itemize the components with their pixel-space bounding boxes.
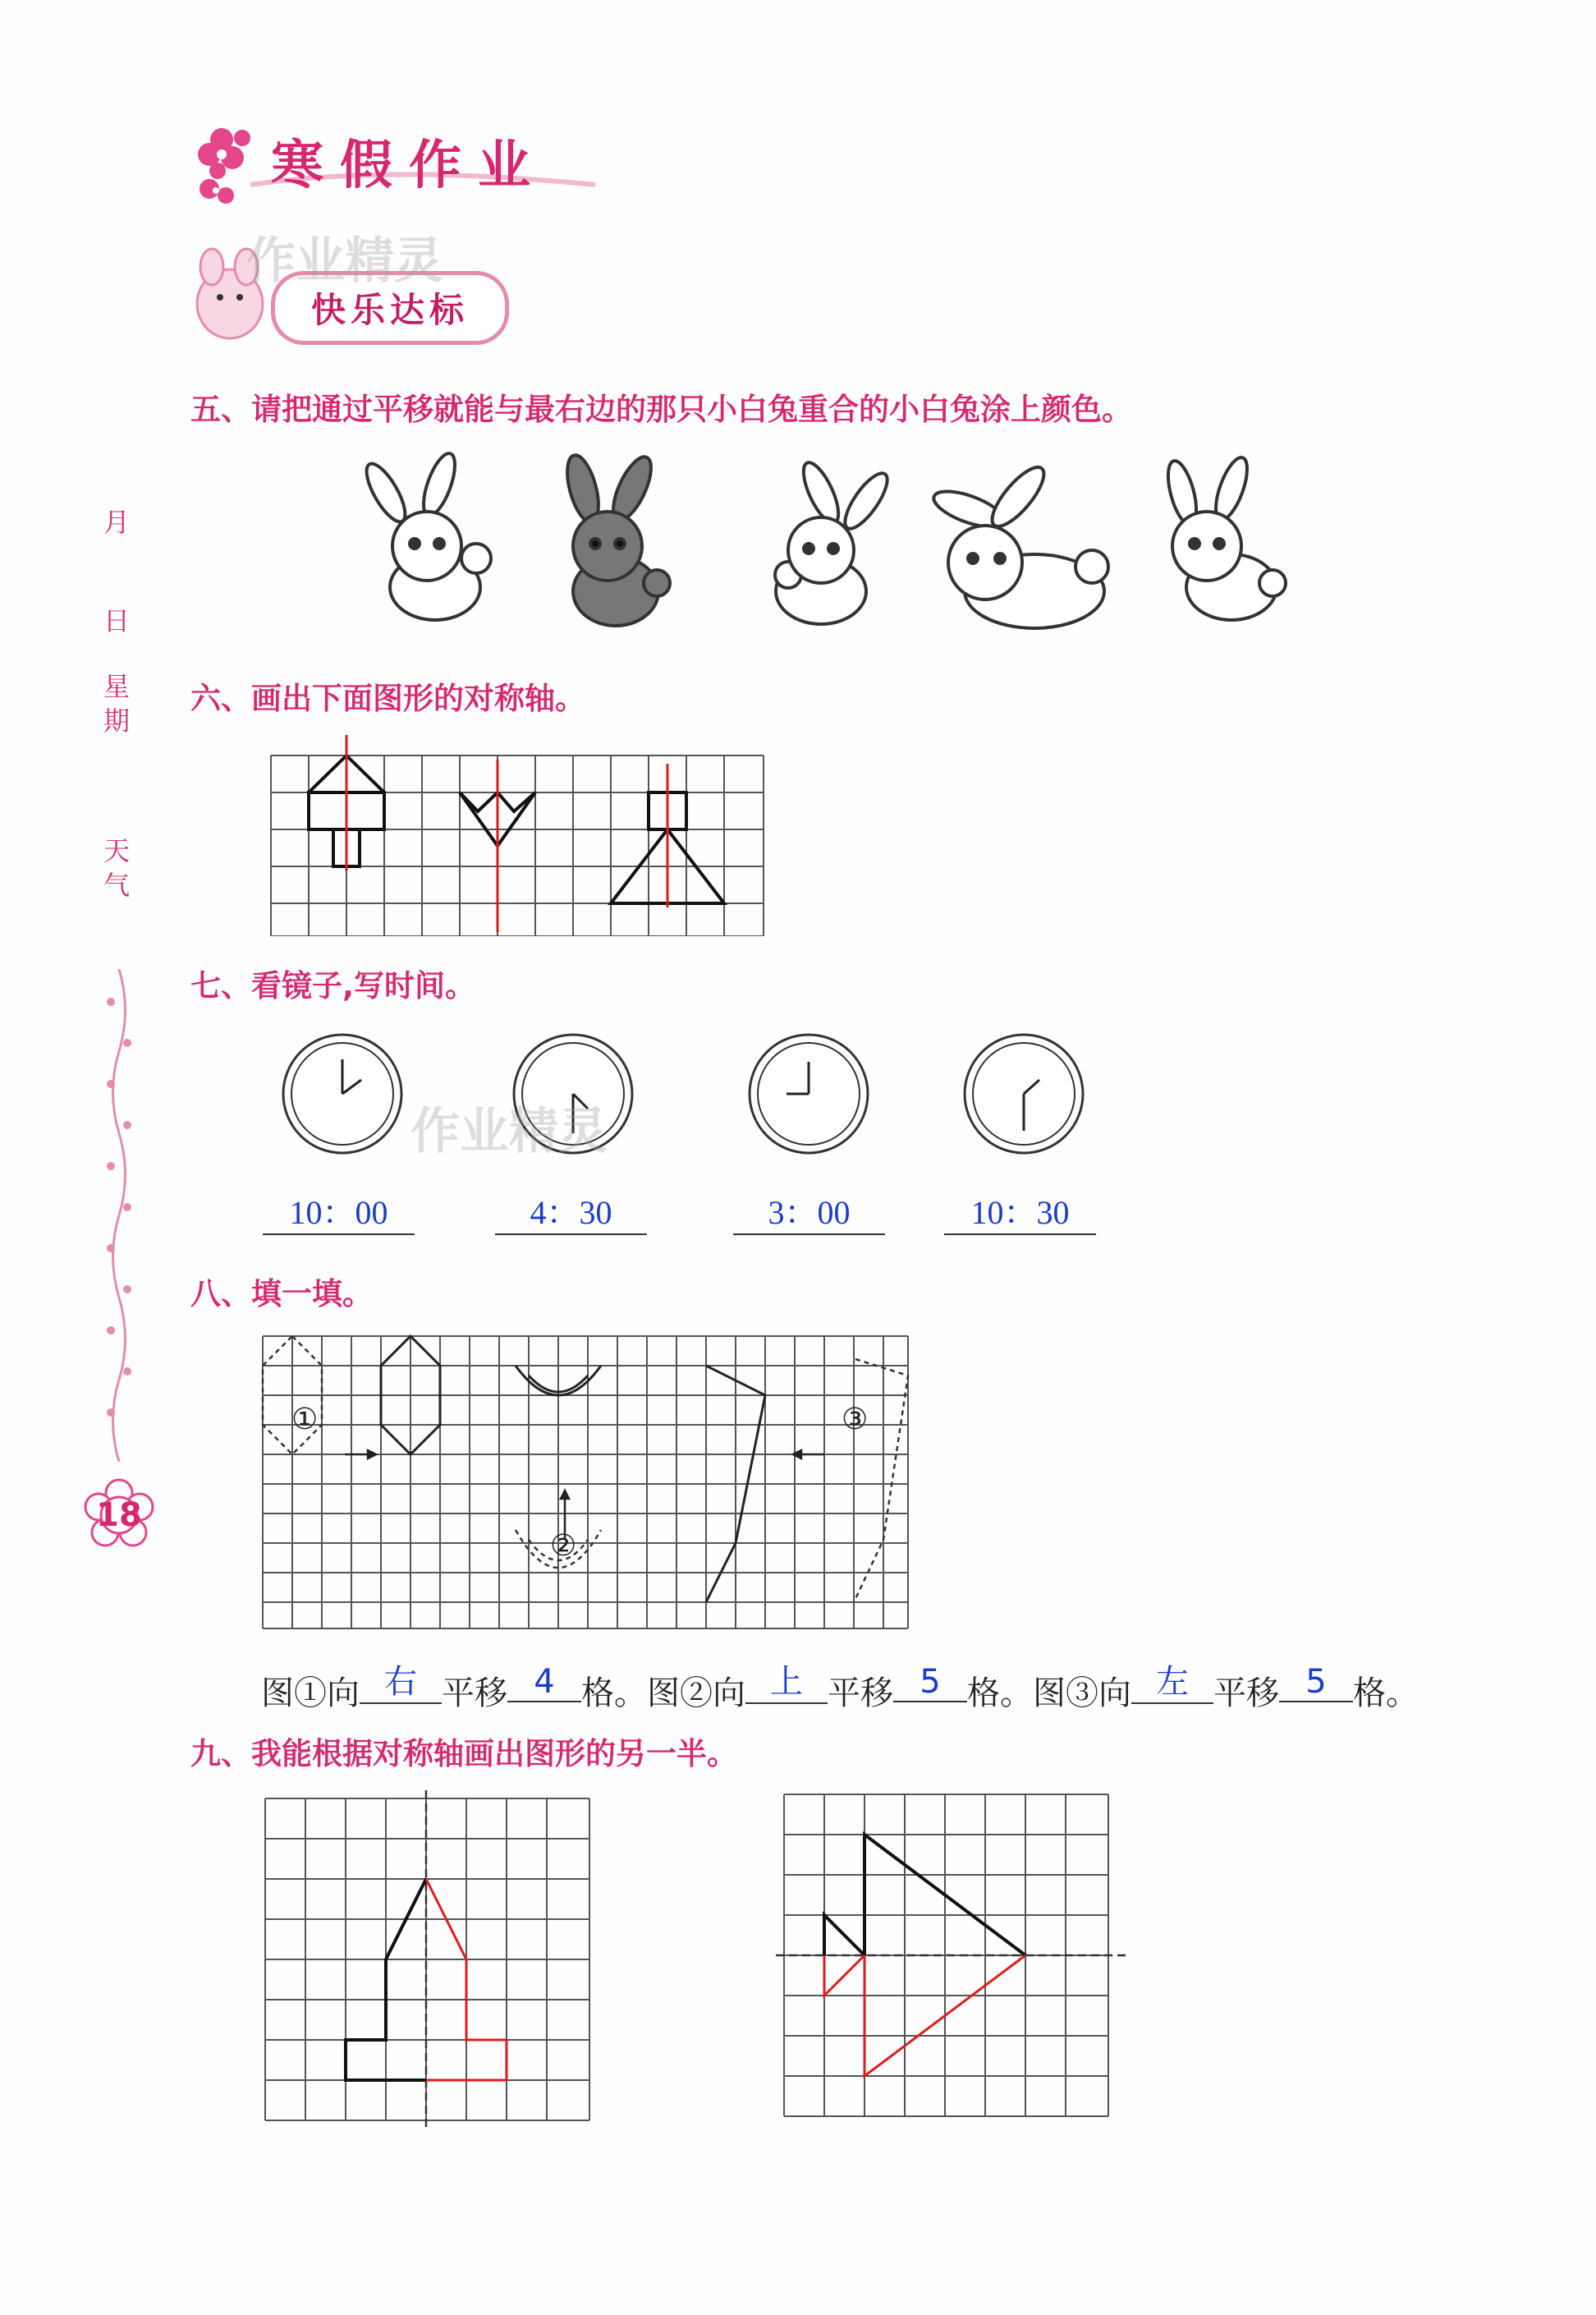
sentence-part-4: 平移 <box>828 1674 893 1712</box>
page-title: 寒假作业 <box>271 135 547 196</box>
answer-blank-2: 4 <box>507 1663 581 1702</box>
sidebar-weather-label: 天气 <box>103 835 130 901</box>
question-6-text: 六、画出下面图形的对称轴。 <box>190 681 585 716</box>
rabbit-2-icon <box>562 452 670 626</box>
rabbit-4-icon <box>929 460 1108 628</box>
answer-blank-6: 5 <box>1279 1663 1353 1702</box>
clock-answer-3: 3：00 <box>733 1187 885 1235</box>
rabbits-illustration <box>361 452 1314 641</box>
symmetry-grid-left <box>261 1790 606 2135</box>
sentence-part-1: 图①向 <box>261 1674 360 1712</box>
figure-2-label: ② <box>550 1529 577 1563</box>
section-subtitle: 快乐达标 <box>271 271 509 345</box>
sidebar-day-label: 日 <box>103 605 130 636</box>
sidebar-month-label: 月 <box>103 507 130 538</box>
watermark-middle: 作业精灵 <box>410 1103 608 1160</box>
answer-blank-1: 右 <box>360 1656 442 1704</box>
figure-3-label: ③ <box>842 1403 869 1436</box>
sentence-part-7: 格。 <box>1353 1674 1419 1712</box>
question-5-text: 五、请把通过平移就能与最右边的那只小白兔重合的小白兔涂上颜色。 <box>190 392 1132 427</box>
vine-decoration <box>94 969 144 1462</box>
answer-blank-4: 5 <box>893 1663 967 1702</box>
rabbit-5-icon <box>1163 454 1286 620</box>
translation-grid <box>261 1334 918 1630</box>
answer-blank-5: 左 <box>1131 1656 1213 1704</box>
symmetry-grid-right <box>776 1790 1137 2135</box>
symmetry-axis-grid <box>263 731 772 936</box>
sentence-part-2: 平移 <box>442 1674 507 1712</box>
clock-answer-4: 10：30 <box>944 1187 1096 1235</box>
page-number: 18 <box>96 1496 142 1534</box>
clock-answer-2: 4：30 <box>495 1187 647 1235</box>
clock-answer-1: 10：00 <box>263 1187 415 1235</box>
rabbit-1-icon <box>361 452 491 620</box>
figure-1-label: ① <box>291 1403 319 1436</box>
sentence-part-6: 平移 <box>1213 1674 1279 1712</box>
question-9-text: 九、我能根据对称轴画出图形的另一半。 <box>190 1736 737 1771</box>
rabbit-3-icon <box>775 458 894 624</box>
answer-blank-3: 上 <box>745 1656 828 1704</box>
sidebar-weekday-label: 星期 <box>103 671 130 737</box>
sentence-part-3: 格。图②向 <box>581 1674 745 1712</box>
translation-sentence <box>261 1663 1419 1716</box>
question-7-text: 七、看镜子,写时间。 <box>190 968 476 1004</box>
question-8-text: 八、填一填。 <box>190 1276 373 1311</box>
sentence-part-5: 格。图③向 <box>967 1674 1131 1712</box>
watermark-top: 作业精灵 <box>246 232 443 290</box>
